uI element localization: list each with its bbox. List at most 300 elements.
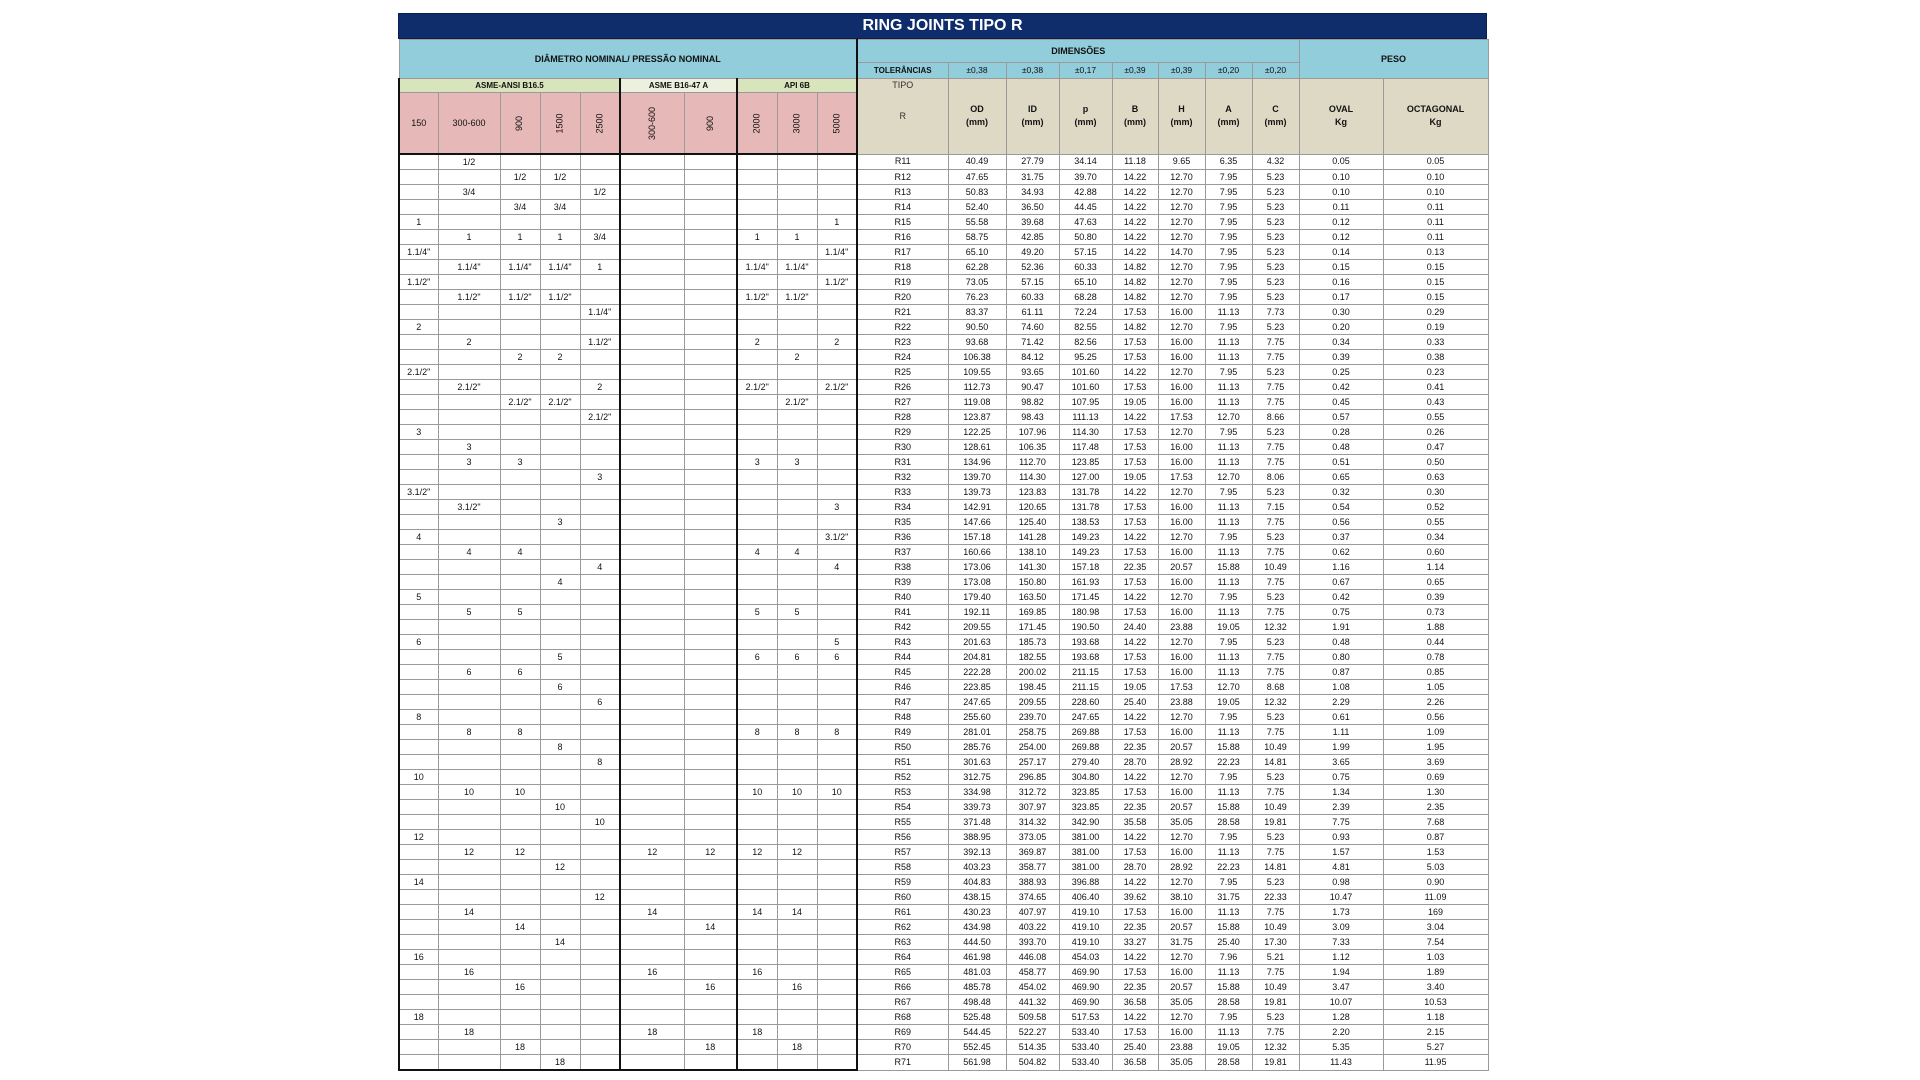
dimension-cell: 119.08	[948, 395, 1006, 410]
class-cell	[817, 1025, 857, 1040]
dimension-cell: 12.70	[1205, 680, 1252, 695]
dimension-cell: 16.00	[1158, 725, 1205, 740]
class-cell: 1.1/4"	[777, 260, 817, 275]
dimension-cell: 5.23	[1252, 290, 1299, 305]
class-cell	[500, 485, 540, 500]
weight-cell: 0.38	[1383, 350, 1488, 365]
class-cell: 3/4	[540, 200, 580, 215]
ring-type-cell: R47	[857, 695, 948, 710]
class-cell	[620, 530, 684, 545]
class-cell	[777, 935, 817, 950]
class-cell	[580, 905, 620, 920]
class-cell	[438, 395, 500, 410]
class-cell	[399, 935, 438, 950]
table-row	[399, 800, 1488, 815]
class-cell	[500, 875, 540, 890]
dimension-cell: 31.75	[1006, 170, 1059, 185]
weight-cell: 0.87	[1383, 830, 1488, 845]
dimension-cell: 204.81	[948, 650, 1006, 665]
dimension-cell: 150.80	[1006, 575, 1059, 590]
class-cell: 1	[580, 260, 620, 275]
class-cell: 14	[399, 875, 438, 890]
dimension-cell: 73.05	[948, 275, 1006, 290]
dimension-cell: 7.95	[1205, 485, 1252, 500]
weight-cell: 0.32	[1299, 485, 1383, 500]
dimension-cell: 17.53	[1112, 440, 1158, 455]
ring-type-cell: R14	[857, 200, 948, 215]
dimension-cell: 381.00	[1059, 830, 1112, 845]
class-cell: 16	[684, 980, 737, 995]
dimension-cell: 101.60	[1059, 380, 1112, 395]
class-cell	[620, 605, 684, 620]
class-cell: 10	[817, 785, 857, 800]
class-cell	[684, 860, 737, 875]
dimension-cell: 5.23	[1252, 215, 1299, 230]
dimension-cell: 190.50	[1059, 620, 1112, 635]
tolerance-h: ±0,39	[1158, 63, 1205, 79]
table-row	[399, 320, 1488, 335]
dimension-cell: 393.70	[1006, 935, 1059, 950]
dimension-cell: 22.35	[1112, 920, 1158, 935]
class-cell	[737, 305, 777, 320]
dimension-cell: 7.75	[1252, 395, 1299, 410]
dimension-cell: 533.40	[1059, 1055, 1112, 1071]
ring-type-cell: R49	[857, 725, 948, 740]
dimension-cell: 5.23	[1252, 260, 1299, 275]
class-cell	[620, 335, 684, 350]
ring-type-cell: R70	[857, 1040, 948, 1055]
dimension-cell: 17.53	[1112, 380, 1158, 395]
table-row	[399, 665, 1488, 680]
class-cell	[620, 470, 684, 485]
weight-cell: 1.28	[1299, 1010, 1383, 1025]
dimension-cell: 17.53	[1112, 455, 1158, 470]
class-cell	[620, 635, 684, 650]
class-cell	[438, 800, 500, 815]
weight-cell: 0.42	[1299, 380, 1383, 395]
table-row	[399, 380, 1488, 395]
class-cell	[817, 620, 857, 635]
dimension-cell: 14.70	[1158, 245, 1205, 260]
class-cell	[620, 995, 684, 1010]
dimension-cell: 112.70	[1006, 455, 1059, 470]
class-cell	[777, 320, 817, 335]
class-col-label: 2000	[751, 112, 762, 134]
class-cell: 4	[580, 560, 620, 575]
dimension-cell: 17.53	[1112, 350, 1158, 365]
dimension-cell: 5.23	[1252, 245, 1299, 260]
dimension-cell: 5.23	[1252, 365, 1299, 380]
class-col-2	[500, 93, 540, 155]
class-cell	[737, 350, 777, 365]
class-cell	[684, 665, 737, 680]
class-cell	[620, 410, 684, 425]
class-cell	[620, 785, 684, 800]
dimension-cell: 8.06	[1252, 470, 1299, 485]
ring-type-cell: R36	[857, 530, 948, 545]
class-cell	[620, 980, 684, 995]
dimension-cell: 10.49	[1252, 980, 1299, 995]
weight-cell: 7.75	[1299, 815, 1383, 830]
class-cell	[737, 710, 777, 725]
weight-cell: 0.65	[1383, 575, 1488, 590]
dimension-cell: 12.32	[1252, 1040, 1299, 1055]
class-cell: 2	[399, 320, 438, 335]
class-cell	[737, 200, 777, 215]
ring-type-cell: R32	[857, 470, 948, 485]
class-cell: 1.1/4"	[500, 260, 540, 275]
dimension-cell: 388.93	[1006, 875, 1059, 890]
class-cell: 1.1/4"	[580, 305, 620, 320]
class-cell	[684, 695, 737, 710]
class-cell	[399, 1025, 438, 1040]
weight-cell: 1.11	[1299, 725, 1383, 740]
dimension-cell: 19.81	[1252, 815, 1299, 830]
weight-cell: 0.62	[1299, 545, 1383, 560]
class-cell	[399, 260, 438, 275]
dimension-cell: 16.00	[1158, 965, 1205, 980]
class-cell	[500, 830, 540, 845]
dimension-cell: 200.02	[1006, 665, 1059, 680]
table-row	[399, 950, 1488, 965]
class-cell	[580, 350, 620, 365]
weight-cell: 0.23	[1383, 365, 1488, 380]
class-cell	[399, 230, 438, 245]
dimension-cell: 123.85	[1059, 455, 1112, 470]
class-cell	[620, 260, 684, 275]
dimension-cell: 6.35	[1205, 154, 1252, 170]
class-cell	[580, 170, 620, 185]
dimension-cell: 371.48	[948, 815, 1006, 830]
class-cell	[817, 680, 857, 695]
class-col-label: 900	[704, 115, 715, 131]
ring-type-cell: R26	[857, 380, 948, 395]
class-cell	[399, 980, 438, 995]
table-row	[399, 815, 1488, 830]
dimension-cell: 407.97	[1006, 905, 1059, 920]
class-cell: 6	[580, 695, 620, 710]
class-cell	[399, 290, 438, 305]
dimension-cell: 5.23	[1252, 275, 1299, 290]
dimension-cell: 373.05	[1006, 830, 1059, 845]
class-cell	[580, 965, 620, 980]
class-cell	[737, 530, 777, 545]
dimension-cell: 20.57	[1158, 800, 1205, 815]
class-cell	[684, 785, 737, 800]
weight-cell: 0.52	[1383, 500, 1488, 515]
dimension-cell: 17.53	[1158, 470, 1205, 485]
dimension-cell: 323.85	[1059, 785, 1112, 800]
dimension-cell: 7.96	[1205, 950, 1252, 965]
dimension-cell: 35.58	[1112, 815, 1158, 830]
dimension-cell: 163.50	[1006, 590, 1059, 605]
dimension-cell: 16.00	[1158, 455, 1205, 470]
weight-cell: 1.18	[1383, 1010, 1488, 1025]
dimension-cell: 147.66	[948, 515, 1006, 530]
class-cell: 2.1/2"	[817, 380, 857, 395]
tolerancias-label: TOLERÂNCIAS	[857, 63, 948, 79]
class-cell	[399, 995, 438, 1010]
class-cell	[817, 800, 857, 815]
class-cell	[684, 335, 737, 350]
class-cell	[817, 935, 857, 950]
dimension-cell: 35.05	[1158, 815, 1205, 830]
dimension-cell: 458.77	[1006, 965, 1059, 980]
table-row	[399, 1025, 1488, 1040]
class-cell	[540, 440, 580, 455]
dimension-cell: 57.15	[1006, 275, 1059, 290]
dimension-cell: 7.95	[1205, 425, 1252, 440]
dimension-cell: 7.95	[1205, 170, 1252, 185]
dimension-cell: 74.60	[1006, 320, 1059, 335]
table-row	[399, 860, 1488, 875]
class-cell	[580, 650, 620, 665]
class-col-9	[817, 93, 857, 155]
dimension-cell: 39.62	[1112, 890, 1158, 905]
dimension-cell: 20.57	[1158, 920, 1205, 935]
class-cell	[620, 245, 684, 260]
class-cell: 4	[737, 545, 777, 560]
class-cell: 2	[777, 350, 817, 365]
class-cell	[737, 410, 777, 425]
dimension-cell: 7.75	[1252, 350, 1299, 365]
ring-type-cell: R40	[857, 590, 948, 605]
class-cell	[817, 425, 857, 440]
class-cell: 2.1/2"	[500, 395, 540, 410]
class-cell	[777, 1010, 817, 1025]
dimension-cell: 161.93	[1059, 575, 1112, 590]
dimension-cell: 16.00	[1158, 1025, 1205, 1040]
ring-type-cell: R56	[857, 830, 948, 845]
dimension-cell: 392.13	[948, 845, 1006, 860]
dimension-cell: 285.76	[948, 740, 1006, 755]
dimension-cell: 8.66	[1252, 410, 1299, 425]
class-cell	[737, 695, 777, 710]
weight-cell: 0.13	[1383, 245, 1488, 260]
class-cell	[580, 920, 620, 935]
dimension-cell: 14.82	[1112, 320, 1158, 335]
class-col-8	[777, 93, 817, 155]
class-cell	[580, 845, 620, 860]
dimension-cell: 5.23	[1252, 830, 1299, 845]
dimension-cell: 90.50	[948, 320, 1006, 335]
weight-cell: 10.53	[1383, 995, 1488, 1010]
table-row	[399, 200, 1488, 215]
ring-type-cell: R71	[857, 1055, 948, 1071]
dimension-cell: 60.33	[1006, 290, 1059, 305]
weight-cell: 1.03	[1383, 950, 1488, 965]
dimension-cell: 14.81	[1252, 755, 1299, 770]
class-cell	[399, 1055, 438, 1071]
dimension-cell: 5.23	[1252, 320, 1299, 335]
dimension-cell: 25.40	[1112, 1040, 1158, 1055]
class-cell	[500, 440, 540, 455]
dimension-cell: 11.13	[1205, 440, 1252, 455]
dimension-cell: 7.95	[1205, 230, 1252, 245]
dimension-cell: 334.98	[948, 785, 1006, 800]
weight-cell: 0.26	[1383, 425, 1488, 440]
class-cell	[500, 620, 540, 635]
class-cell	[684, 500, 737, 515]
class-cell	[580, 710, 620, 725]
class-cell	[684, 710, 737, 725]
class-cell	[777, 305, 817, 320]
class-cell	[777, 920, 817, 935]
dimension-cell: 22.23	[1205, 860, 1252, 875]
dimension-cell: 403.22	[1006, 920, 1059, 935]
dimension-cell: 12.70	[1158, 830, 1205, 845]
class-cell	[777, 170, 817, 185]
dimension-cell: 7.75	[1252, 575, 1299, 590]
class-cell	[737, 590, 777, 605]
ring-type-cell: R31	[857, 455, 948, 470]
class-cell	[684, 875, 737, 890]
weight-cell: 0.20	[1299, 320, 1383, 335]
table-row	[399, 905, 1488, 920]
class-cell	[399, 845, 438, 860]
weight-cell: 0.73	[1383, 605, 1488, 620]
weight-cell: 0.93	[1299, 830, 1383, 845]
dimension-cell: 258.75	[1006, 725, 1059, 740]
class-cell	[684, 950, 737, 965]
dimension-cell: 31.75	[1205, 890, 1252, 905]
ring-type-cell: R44	[857, 650, 948, 665]
table-row	[399, 530, 1488, 545]
class-cell	[737, 395, 777, 410]
weight-cell: 0.10	[1299, 185, 1383, 200]
table-row	[399, 470, 1488, 485]
table-row	[399, 695, 1488, 710]
class-cell	[580, 950, 620, 965]
dimension-cell: 157.18	[948, 530, 1006, 545]
dim-col-h: H (mm)	[1158, 79, 1205, 155]
dimension-cell: 50.80	[1059, 230, 1112, 245]
dimension-cell: 23.88	[1158, 695, 1205, 710]
class-cell	[580, 440, 620, 455]
dimension-cell: 12.32	[1252, 620, 1299, 635]
weight-cell: 1.91	[1299, 620, 1383, 635]
class-cell	[540, 1025, 580, 1040]
weight-cell: 0.75	[1299, 770, 1383, 785]
dimension-cell: 182.55	[1006, 650, 1059, 665]
dimension-cell: 98.82	[1006, 395, 1059, 410]
class-cell: 14	[540, 935, 580, 950]
ring-type-cell: R55	[857, 815, 948, 830]
dimension-cell: 11.13	[1205, 455, 1252, 470]
class-cell	[620, 380, 684, 395]
dimension-cell: 17.53	[1112, 725, 1158, 740]
class-cell	[620, 455, 684, 470]
class-cell	[777, 1055, 817, 1071]
dimension-cell: 19.05	[1112, 395, 1158, 410]
dimension-cell: 12.70	[1205, 410, 1252, 425]
ring-type-cell: R34	[857, 500, 948, 515]
class-cell	[684, 185, 737, 200]
class-cell	[737, 185, 777, 200]
class-cell: 12	[737, 845, 777, 860]
ring-type-cell: R39	[857, 575, 948, 590]
class-cell	[540, 215, 580, 230]
class-cell	[620, 950, 684, 965]
dimension-cell: 12.70	[1158, 425, 1205, 440]
dimension-cell: 461.98	[948, 950, 1006, 965]
dimension-cell: 44.45	[1059, 200, 1112, 215]
dimension-cell: 149.23	[1059, 545, 1112, 560]
class-cell: 3/4	[500, 200, 540, 215]
class-cell	[399, 200, 438, 215]
dimension-cell: 114.30	[1006, 470, 1059, 485]
class-cell	[399, 395, 438, 410]
dimension-cell: 134.96	[948, 455, 1006, 470]
weight-cell: 0.51	[1299, 455, 1383, 470]
dimension-cell: 17.53	[1112, 305, 1158, 320]
class-col-label: 300-600	[452, 117, 486, 128]
tolerance-id: ±0,38	[1006, 63, 1059, 79]
weight-cell: 0.41	[1383, 380, 1488, 395]
ring-type-cell: R41	[857, 605, 948, 620]
class-cell: 12	[399, 830, 438, 845]
dimension-cell: 98.43	[1006, 410, 1059, 425]
class-cell	[620, 230, 684, 245]
ring-type-cell: R54	[857, 800, 948, 815]
weight-cell: 0.69	[1383, 770, 1488, 785]
dimension-cell: 7.95	[1205, 590, 1252, 605]
class-cell	[684, 170, 737, 185]
class-cell: 18	[777, 1040, 817, 1055]
class-cell	[777, 995, 817, 1010]
class-cell: 1.1/4"	[817, 245, 857, 260]
dimension-cell: 11.13	[1205, 335, 1252, 350]
class-cell	[777, 665, 817, 680]
table-row	[399, 620, 1488, 635]
dimension-cell: 5.23	[1252, 425, 1299, 440]
class-cell	[777, 500, 817, 515]
class-cell: 1.1/2"	[817, 275, 857, 290]
dimension-cell: 16.00	[1158, 785, 1205, 800]
class-cell	[684, 815, 737, 830]
class-cell: 3	[817, 500, 857, 515]
weight-cell: 0.39	[1299, 350, 1383, 365]
dimension-cell: 544.45	[948, 1025, 1006, 1040]
weight-cell: 2.20	[1299, 1025, 1383, 1040]
dimension-cell: 16.00	[1158, 650, 1205, 665]
class-cell: 1	[500, 230, 540, 245]
class-cell: 2	[438, 335, 500, 350]
weight-col-oval: OVAL Kg	[1299, 79, 1383, 155]
class-cell: 8	[540, 740, 580, 755]
ring-type-cell: R13	[857, 185, 948, 200]
class-cell	[684, 995, 737, 1010]
class-cell	[684, 605, 737, 620]
class-cell	[817, 665, 857, 680]
class-cell	[777, 950, 817, 965]
dimension-cell: 17.53	[1158, 680, 1205, 695]
table-row	[399, 290, 1488, 305]
dimension-cell: 16.00	[1158, 575, 1205, 590]
class-cell	[500, 935, 540, 950]
class-cell	[620, 875, 684, 890]
class-cell	[399, 170, 438, 185]
dimension-cell: 12.70	[1158, 200, 1205, 215]
dimension-cell: 5.23	[1252, 530, 1299, 545]
dimension-cell: 222.28	[948, 665, 1006, 680]
table-row	[399, 755, 1488, 770]
class-cell	[438, 890, 500, 905]
weight-cell: 0.55	[1383, 410, 1488, 425]
dimension-cell: 498.48	[948, 995, 1006, 1010]
class-cell	[620, 305, 684, 320]
class-cell: 16	[620, 965, 684, 980]
